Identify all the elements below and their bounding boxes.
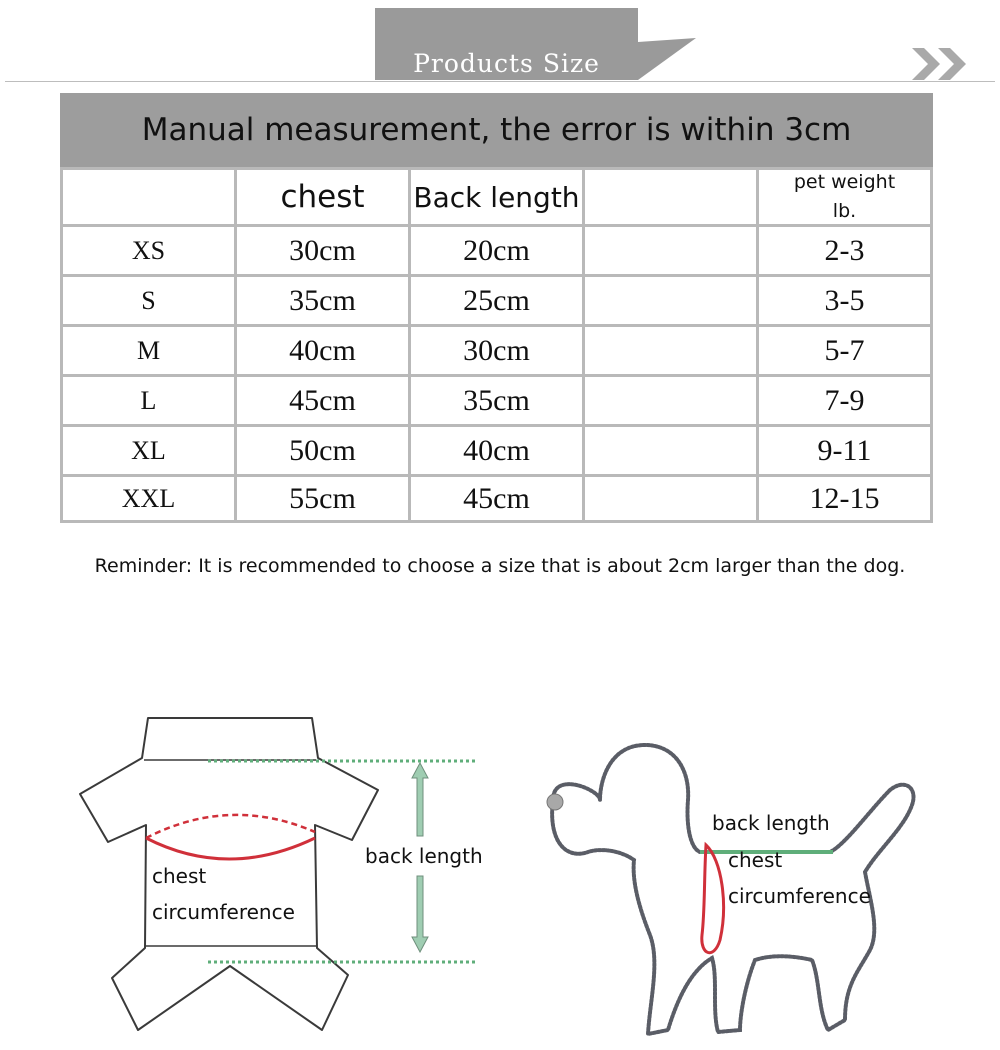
chest-cell: 40cm — [237, 327, 408, 374]
back-length-cell: 25cm — [411, 277, 582, 324]
dog-chest-loop — [702, 845, 724, 953]
dog-circumference-label: circumference — [728, 884, 871, 908]
header-cell-back-length: Back length — [411, 170, 582, 224]
size-cell: XL — [63, 427, 234, 474]
weight-cell: 12-15 — [759, 477, 930, 520]
weight-cell: 3-5 — [759, 277, 930, 324]
size-reminder: Reminder: It is recommended to choose a size that is about 2cm larger than the dog. — [94, 555, 906, 577]
back-length-cell: 40cm — [411, 427, 582, 474]
garment-circumference-label: circumference — [152, 900, 295, 924]
back-length-cell: 20cm — [411, 227, 582, 274]
dog-nose — [547, 794, 563, 810]
size-cell: L — [63, 377, 234, 424]
chest-cell: 30cm — [237, 227, 408, 274]
chest-cell: 50cm — [237, 427, 408, 474]
back-length-cell: 45cm — [411, 477, 582, 520]
pet-weight-label: pet weight — [793, 171, 896, 193]
size-cell: XXL — [63, 477, 234, 520]
chest-cell: 55cm — [237, 477, 408, 520]
pet-weight-unit: lb. — [832, 200, 857, 222]
weight-cell: 2-3 — [759, 227, 930, 274]
chest-cell: 45cm — [237, 377, 408, 424]
dog-chest-label: chest — [728, 848, 783, 872]
size-cell: M — [63, 327, 234, 374]
garment-back-length-label: back length — [365, 844, 483, 868]
table-title: Manual measurement, the error is within 3cm — [60, 93, 933, 167]
size-cell: S — [63, 277, 234, 324]
weight-cell: 7-9 — [759, 377, 930, 424]
back-length-cell: 30cm — [411, 327, 582, 374]
garment-chest-label: chest — [152, 864, 207, 888]
back-length-cell: 35cm — [411, 377, 582, 424]
header-cell-chest: chest — [237, 170, 408, 224]
dog-back-length-label: back length — [712, 811, 830, 835]
weight-cell: 5-7 — [759, 327, 930, 374]
garment-outline — [80, 718, 378, 1030]
chest-cell: 35cm — [237, 277, 408, 324]
size-cell: XS — [63, 227, 234, 274]
header-title: Products Size — [413, 49, 600, 78]
weight-cell: 9-11 — [759, 427, 930, 474]
